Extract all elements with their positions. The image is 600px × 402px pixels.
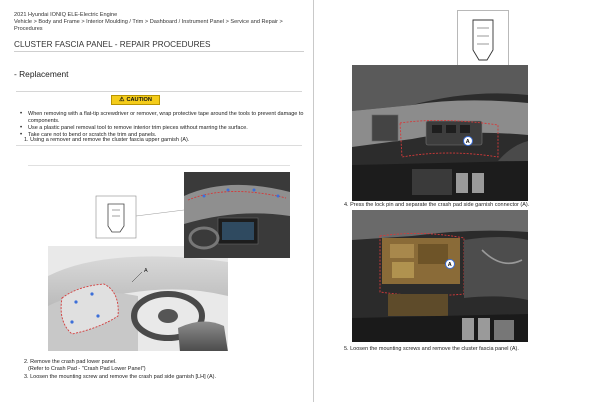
figure-cluster-fascia-panel xyxy=(352,210,528,342)
breadcrumb-path-end: Procedures xyxy=(14,26,43,32)
page-divider xyxy=(313,0,314,402)
callout-a: A xyxy=(447,262,452,269)
breadcrumb-path: Vehicle > Body and Frame > Interior Moulding / Trim > Dashboard / Instrument Panel > Service and Repair > xyxy=(14,19,283,25)
page-title: CLUSTER FASCIA PANEL - REPAIR PROCEDURES xyxy=(14,40,211,49)
caution-list xyxy=(20,111,304,139)
title-divider xyxy=(14,51,304,52)
step-4: 4. Press the lock pin and separate the crash pad side garnish connector (A). xyxy=(344,202,530,208)
step-5: 5. Loosen the mounting screws and remove the cluster fascia panel (A). xyxy=(344,346,519,352)
step-1: 1. Using a remover and remove the cluster fascia upper garnish (A). xyxy=(24,137,190,143)
step-2: 2. Remove the crash pad lower panel. xyxy=(24,359,117,365)
callout-a: A xyxy=(144,268,148,274)
figure-cluster-fascia-upper-garnish xyxy=(28,165,290,351)
section-divider xyxy=(16,91,302,92)
step-2-reference: (Refer to Crash Pad - "Crash Pad Lower Panel") xyxy=(28,366,146,372)
warning-icon: ⚠ xyxy=(119,97,125,103)
right-page xyxy=(342,0,600,402)
connector-photo xyxy=(352,65,528,201)
caution-item: • Use a plastic panel removal tool to remove interior trim pieces without marring the surface. xyxy=(20,125,304,132)
caution-divider xyxy=(16,145,302,146)
callout-a: A xyxy=(465,139,470,146)
caution-item: • Take care not to bend or scratch the trim and panels. xyxy=(20,132,304,139)
fascia-panel-photo xyxy=(352,210,528,342)
caution-label: CAUTION xyxy=(126,97,152,103)
caution-item: • When removing with a flat-tip screwdriver or remover, wrap protective tape around the tools to prevent damage to components. xyxy=(20,111,304,125)
caution-badge xyxy=(111,95,160,105)
breadcrumb-vehicle: 2021 Hyundai IONIQ ELE-Electric Engine xyxy=(14,12,118,18)
left-page xyxy=(14,12,304,398)
step-3: 3. Loosen the mounting screw and remove the crash pad side garnish [LH] (A). xyxy=(24,374,216,380)
dashboard-illustration xyxy=(28,166,290,351)
breadcrumb xyxy=(14,12,304,33)
figure-crash-pad-side-garnish-connector xyxy=(352,65,528,201)
clip-detail-inset xyxy=(457,10,509,72)
section-heading: - Replacement xyxy=(14,69,69,79)
